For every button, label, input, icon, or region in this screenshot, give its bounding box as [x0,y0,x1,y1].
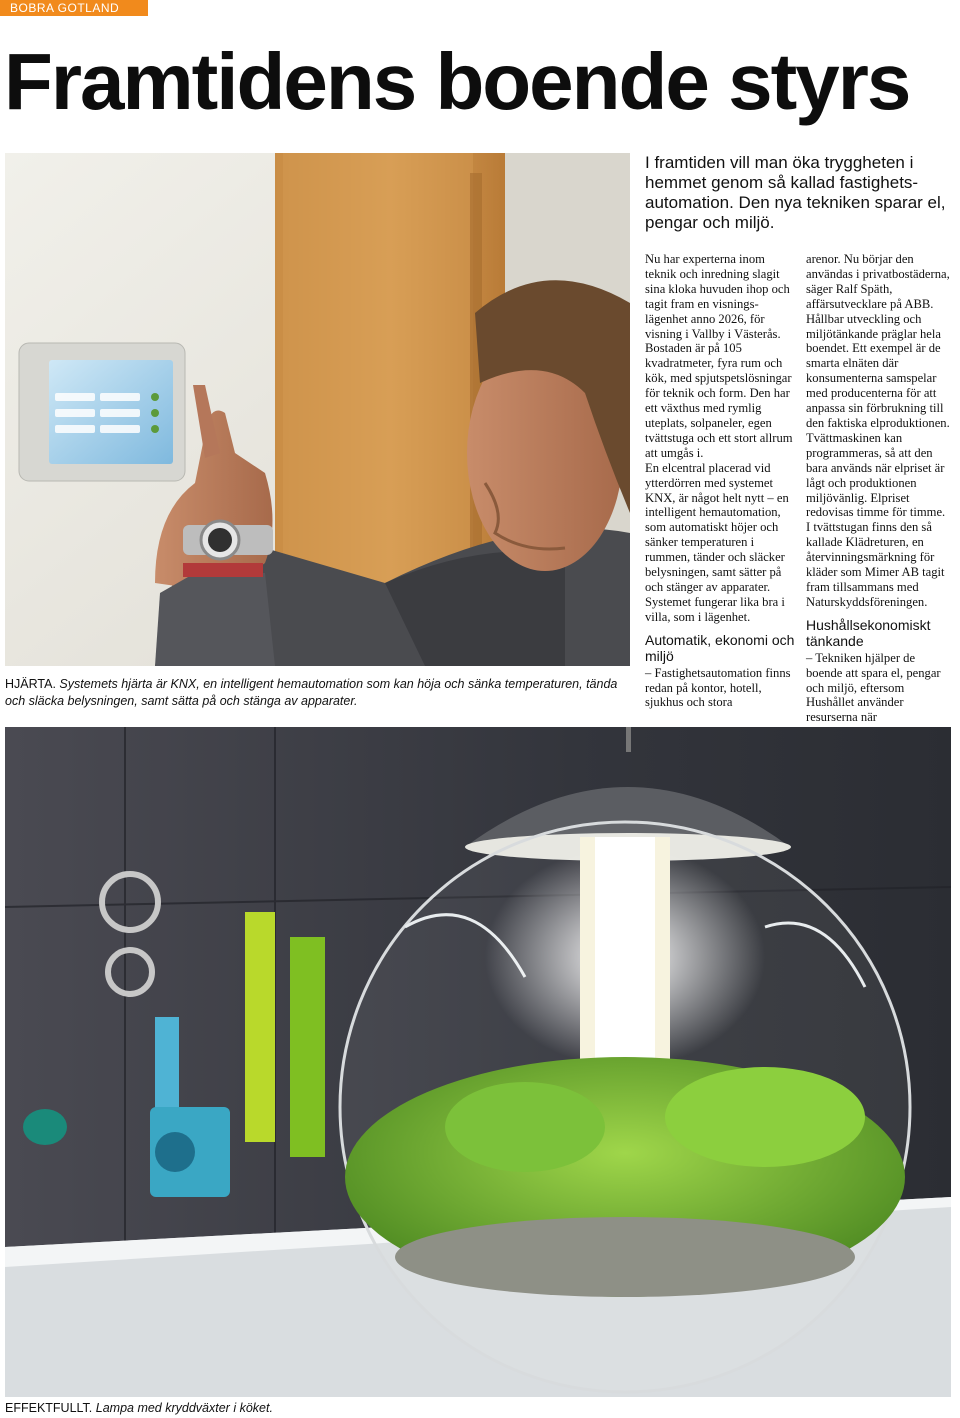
column-2-paragraph-3: I tvättstugan finns den så kallade Klädreturen, en återvinningsmärkning för kläder som Mimer AB tagit fram tillsammans med Naturskyddsföreningen. [806,520,945,609]
article-column-2 [806,252,954,725]
caption-photo-2 [5,1400,605,1417]
caption-1-lead: HJÄRTA. [5,677,56,691]
headline: Framtidens boende styrs [4,37,910,126]
caption-2-text: Lampa med kryddväxter i köket. [92,1401,273,1415]
column-1-paragraph-3: – Fastighetsautomation finns redan på kontor, hotell, sjukhus och stora [645,665,791,710]
caption-photo-1 [5,676,630,710]
column-2-subheading: Hushållsekonomiskt tänkande [806,616,931,649]
caption-2-lead: EFFEKTFULLT. [5,1401,93,1415]
photo-herb-lamp [5,727,951,1397]
column-2-paragraph-2: Hållbar utveckling och miljötänkande präglar hela boendet. Ett exempel är de smarta elnäten där konsumenterna samspelar med producenterna för att anpassa sin förbrukning till den faktiska elproduktionen. Tvättmaskinen kan programmeras, så att den bara används när elpriset är lågt och produktionen miljövänlig. Elpriset redovisas timme för timme. [806,311,950,520]
column-1-paragraph-2: En elcentral placerad vid ytterdörren med systemet KNX, är något helt nytt – en intelligent hemautomation, som automatiskt höjer och sänker temperaturen i rummen, tänder och släcker belysningen, samt sätter på och stänger av apparater. Systemet fungerar lika bra i villa, som i lägenhet. [645,460,789,624]
caption-1-text: Systemets hjärta är KNX, en intelligent hemautomation som kan höja och sänka temperaturen, tända och släcka belysningen, samt sätta på och stänga av apparater. [5,677,618,708]
column-1-subheading: Automatik, ekonomi och miljö [645,631,795,664]
column-2-paragraph-1: arenor. Nu börjar den användas i privatbostäderna, säger Ralf Späth, affärsutvecklare på ABB. [806,252,950,311]
column-1-paragraph-1: Nu har experterna inom teknik och inredning slagit sina kloka huvuden ihop och tagit fram en visningslägenhet anno 2026, för visning i Vallby i Västerås. Bostaden är på 105 kvadratmeter, fyra rum och kök, med spjutspetslösningar för teknik och form. Den har ett växthus med rymlig uteplats, solpaneler, egen tvättstuga och ett stort allrum att umgås i. [645,252,793,460]
ingress: I framtiden vill man öka tryggheten i hemmet genom så kallad fastighetsautomation. Den nya tekniken sparar el, pengar och miljö. [645,153,946,232]
article-column-1 [645,252,795,710]
herb-lamp-illustration [5,727,951,1397]
column-2-paragraph-4: – Tekniken hjälper de boende att spara el, pengar och miljö, eftersom Hushållet använder resurserna när [806,650,941,725]
photo-touch-panel [5,153,630,666]
section-tag: BOBRA GOTLAND [0,0,148,16]
touch-panel-illustration [5,153,630,666]
